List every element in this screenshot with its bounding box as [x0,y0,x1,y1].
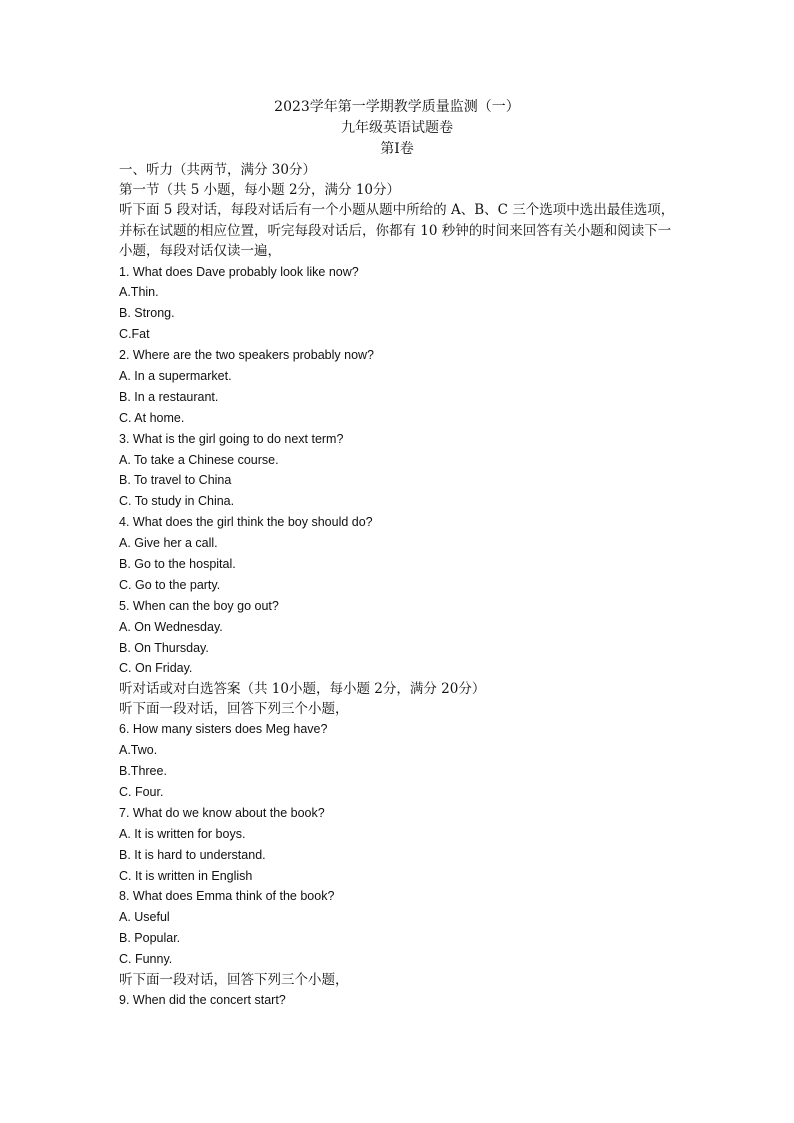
question-group-part2b [119,990,679,1011]
answer-option: A. To take a Chinese course. [119,452,279,467]
question-text: 4. What does the girl think the boy should do? [119,515,373,530]
answer-option: B. In a restaurant. [119,389,219,404]
answer-option: C. Funny. [119,952,173,967]
question-text: 3. What is the girl going to do next term? [119,431,344,446]
question-item [119,596,679,680]
question-item [119,429,679,513]
answer-option: A.Two. [119,743,158,758]
question-item [119,803,679,887]
question-text: 1. What does Dave probably look like now? [119,264,359,279]
question-group-part2a [119,719,679,970]
answer-option: B. To travel to China [119,473,232,488]
answer-option: B. It is hard to understand. [119,847,266,862]
answer-option: B. On Thursday. [119,640,209,655]
answer-option: B. Popular. [119,931,181,946]
question-item [119,990,679,1011]
answer-option: A.Thin. [119,285,159,300]
question-item [119,345,679,429]
question-text: 8. What does Emma think of the book? [119,889,335,904]
dialogue-intro: 听下面一段对话，回答下列三个小题， [119,972,349,988]
exam-subtitle: 九年级英语试题卷 [341,120,453,136]
answer-option: C. At home. [119,410,185,425]
question-text: 6. How many sisters does Meg have? [119,722,328,737]
answer-option: C.Fat [119,327,150,342]
answer-option: A. It is written for boys. [119,826,246,841]
answer-option: A. In a supermarket. [119,368,232,383]
answer-option: A. On Wednesday. [119,619,223,634]
question-item [119,262,679,346]
question-item [119,512,679,596]
question-item [119,719,679,803]
answer-option: C. It is written in English [119,868,253,883]
answer-option: A. Useful [119,910,170,925]
exam-title: 2023学年第一学期教学质量监测（一） [274,99,520,115]
question-item [119,886,679,970]
part2-heading: 听对话或对白选答案（共 10小题，每小题 2分，满分 20分） [119,681,486,698]
question-text: 7. What do we know about the book? [119,805,325,820]
answer-option: C. On Friday. [119,661,193,676]
question-text: 9. When did the concert start? [119,993,286,1007]
question-group-part1 [119,262,679,680]
title-block [0,97,794,160]
volume-label: 第Ⅰ卷 [380,141,414,157]
answer-option: B. Go to the hospital. [119,556,236,571]
section-heading: 一、听力（共两节，满分 30分） [119,162,316,178]
answer-option: B.Three. [119,764,167,779]
question-text: 5. When can the boy go out? [119,598,279,613]
answer-option: B. Strong. [119,306,175,321]
part1-heading: 第一节（共 5 小题，每小题 2分，满分 10分） [119,182,401,198]
answer-option: C. To study in China. [119,494,235,509]
answer-option: C. Go to the party. [119,577,221,592]
question-text: 2. Where are the two speakers probably now? [119,348,374,363]
dialogue-intro: 听下面一段对话，回答下列三个小题， [119,701,349,718]
exam-body [119,160,679,1011]
answer-option: A. Give her a call. [119,536,218,551]
answer-option: C. Four. [119,784,164,799]
part1-instructions: 听下面 5 段对话，每段对话后有一个小题从题中所给的 A、B、C 三个选项中选出最佳选项，并标在试题的相应位置，听完每段对话后，你都有 10 秒钟的时间来回答有关小题和阅读下一小题，每段对话仅读一遍， [119,202,675,259]
